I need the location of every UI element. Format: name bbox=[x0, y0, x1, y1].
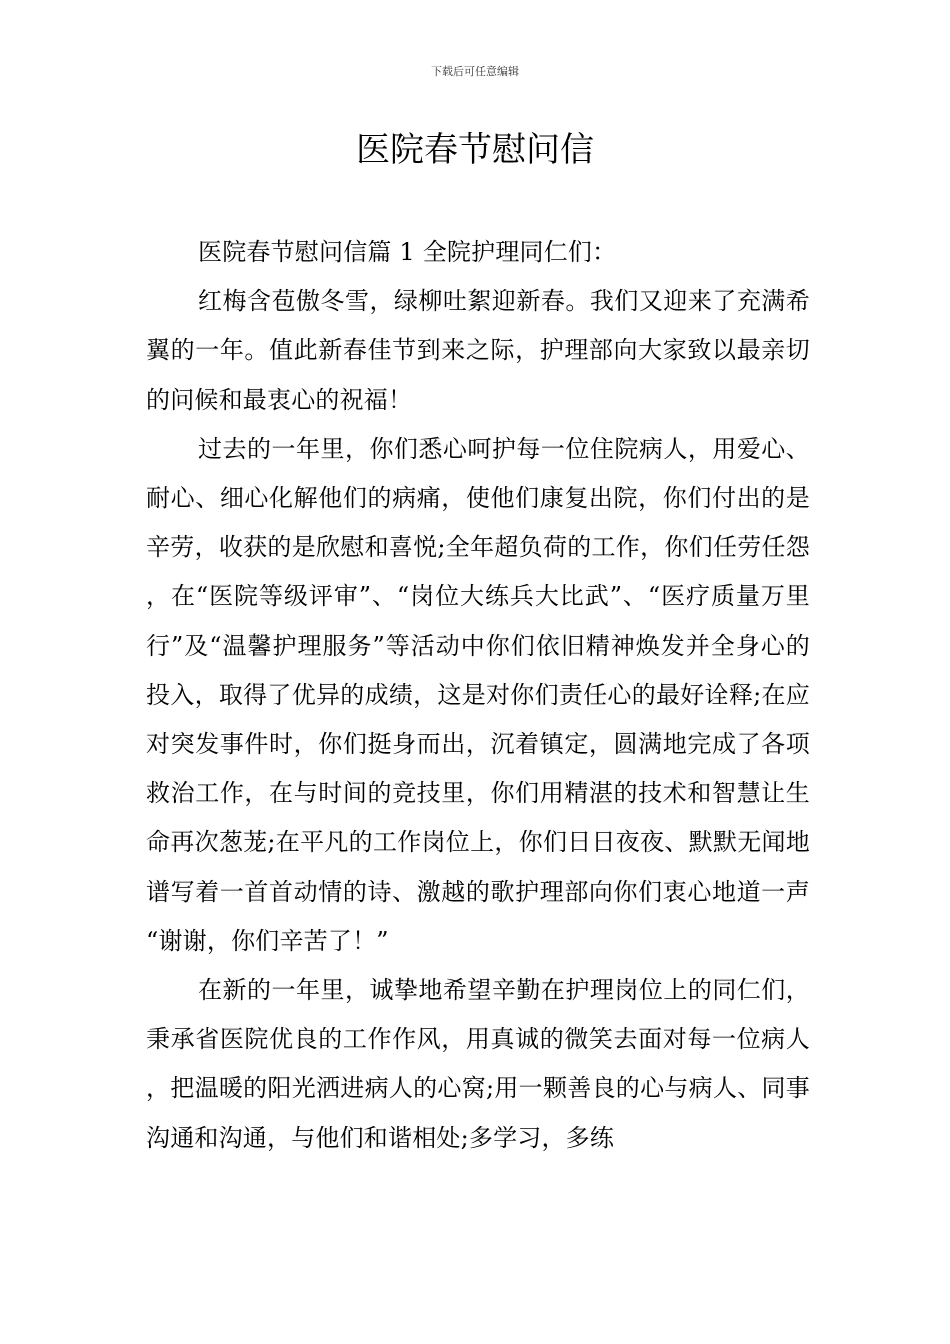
header-note: 下载后可任意编辑 bbox=[431, 65, 519, 78]
paragraph-past-year: 过去的一年里，你们悉心呵护每一位住院病人，用爱心、耐心、细心化解他们的病痛，使他们康复出院，你们付出的是辛劳，收获的是欣慰和喜悦;全年超负荷的工作，你们任劳任怨，在“医院等级评审”、“岗位大练兵大比武”、“医疗质量万里行”及“温馨护理服务”等活动中你们依旧精神焕发并全身心的投入，取得了优异的成绩，这是对你们责任心的最好诠释;在应对突发事件时，你们挺身而出，沉着镇定，圆满地完成了各项救治工作，在与时间的竞技里，你们用精湛的技术和智慧让生命再次葱茏;在平凡的工作岗位上，你们日日夜夜、默默无闻地谱写着一首首动情的诗、激越的歌护理部向你们衷心地道一声“谢谢，你们辛苦了！” bbox=[146, 434, 810, 955]
paragraph-salutation: 医院春节慰问信篇 1 全院护理同仁们： bbox=[198, 238, 617, 266]
letter-body bbox=[146, 228, 810, 1163]
paragraph-greeting: 红梅含苞傲冬雪，绿柳吐絮迎新春。我们又迎来了充满希翼的一年。值此新春佳节到来之际，护理部向大家致以最亲切的问候和最衷心的祝福！ bbox=[146, 287, 810, 414]
paragraph-new-year: 在新的一年里，诚挚地希望辛勤在护理岗位上的同仁们，秉承省医院优良的工作作风，用真诚的微笑去面对每一位病人，把温暖的阳光洒进病人的心窝;用一颗善良的心与病人、同事沟通和沟通，与他们和谐相处;多学习，多练 bbox=[146, 976, 810, 1152]
document-title: 医院春节慰问信 bbox=[356, 130, 594, 170]
